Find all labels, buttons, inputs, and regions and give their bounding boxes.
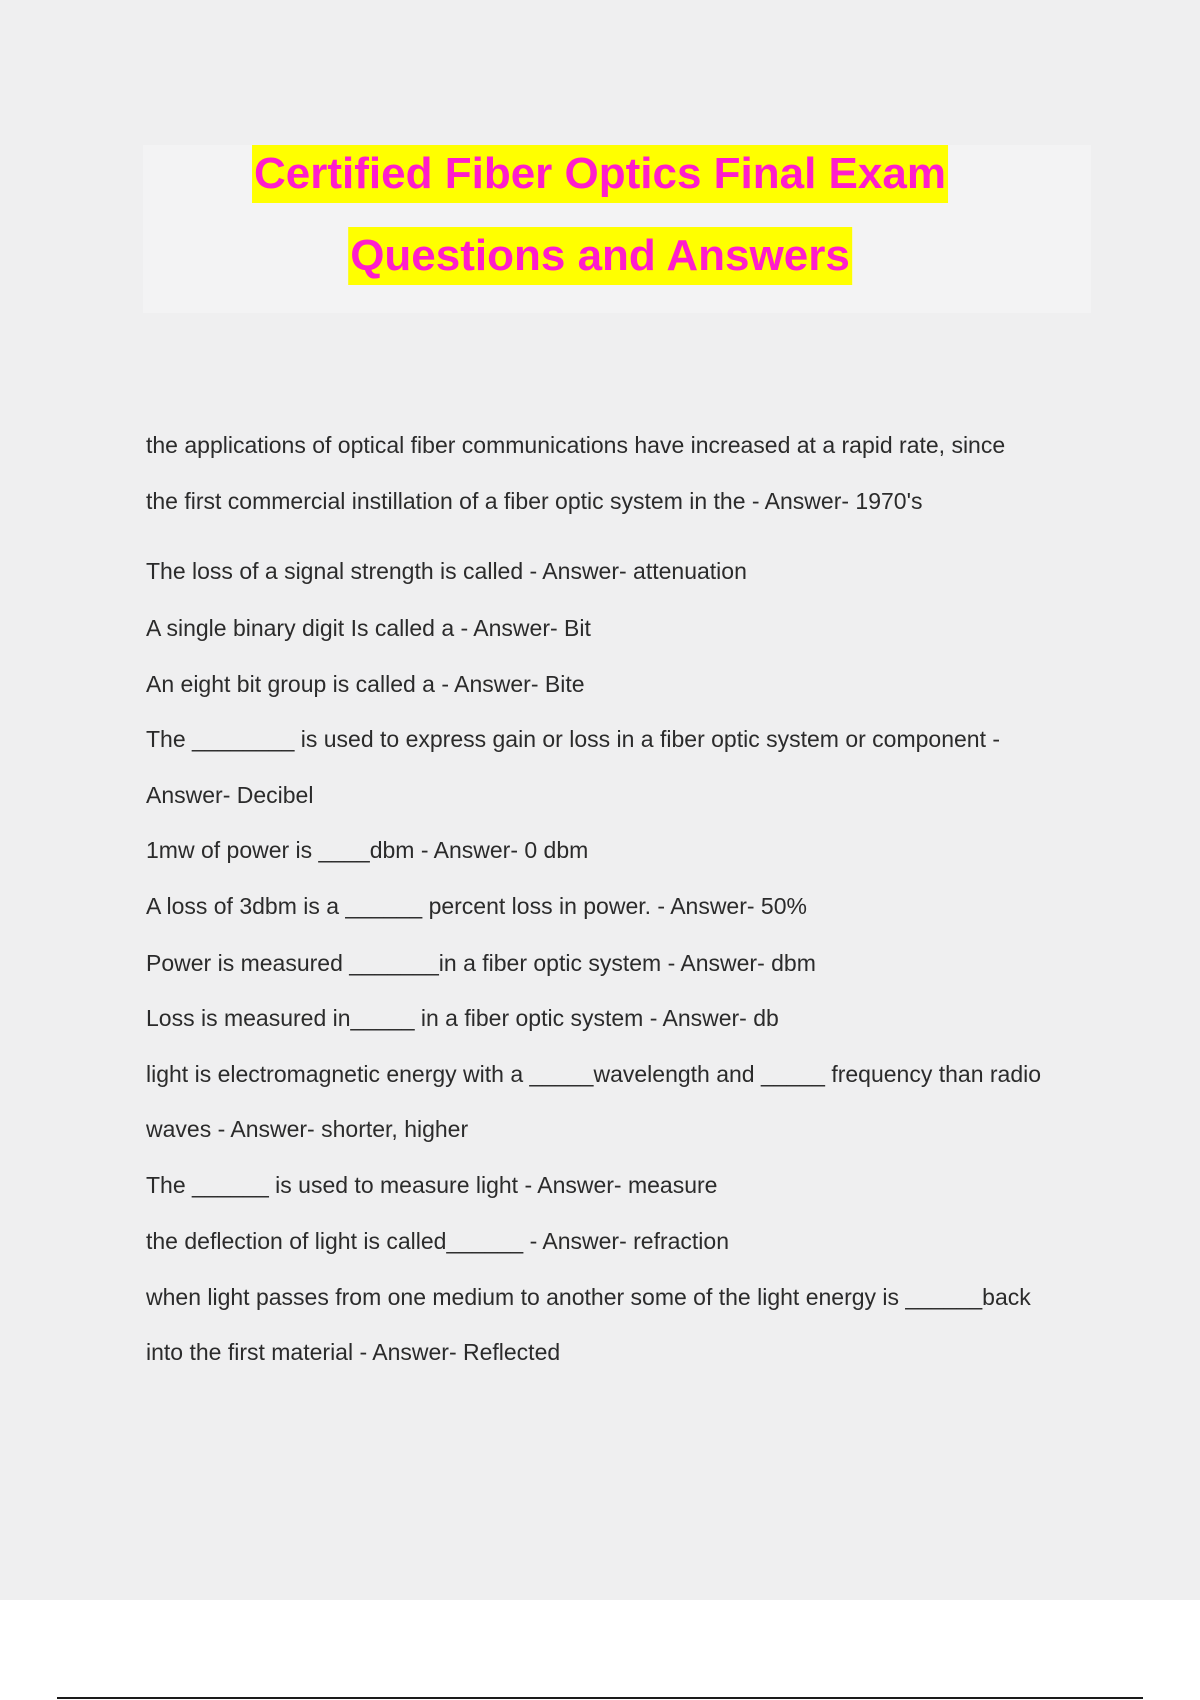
qa-text-line: A single binary digit Is called a - Answer- Bit <box>146 615 591 641</box>
qa-text-line: The loss of a signal strength is called - Answer- attenuation <box>146 558 747 584</box>
qa-text-line: A loss of 3dbm is a ______ percent loss in power. - Answer- 50% <box>146 893 807 919</box>
qa-text-line: Answer- Decibel <box>146 782 314 808</box>
qa-text-line: The ______ is used to measure light - Answer- measure <box>146 1172 718 1198</box>
qa-text-line: the first commercial instillation of a fiber optic system in the - Answer- 1970's <box>146 488 923 514</box>
document-title-line-2: Questions and Answers <box>348 227 852 285</box>
qa-text-line: light is electromagnetic energy with a _____wavelength and _____ frequency than radio <box>146 1061 1042 1087</box>
qa-text-line: Power is measured _______in a fiber optic system - Answer- dbm <box>146 950 816 976</box>
document-title-line-1: Certified Fiber Optics Final Exam <box>252 145 948 203</box>
qa-text-line: when light passes from one medium to another some of the light energy is ______back <box>146 1284 1031 1310</box>
footer-divider <box>57 1697 1143 1699</box>
qa-text-line: An eight bit group is called a - Answer- Bite <box>146 671 585 697</box>
qa-text-line: waves - Answer- shorter, higher <box>146 1116 469 1142</box>
qa-text-line: 1mw of power is ____dbm - Answer- 0 dbm <box>146 837 589 863</box>
qa-text-line: into the first material - Answer- Reflected <box>146 1339 561 1365</box>
qa-text-line: Loss is measured in_____ in a fiber optic system - Answer- db <box>146 1005 779 1031</box>
qa-text-line: The ________ is used to express gain or loss in a fiber optic system or component - <box>146 726 1001 752</box>
qa-text-line: the deflection of light is called______ - Answer- refraction <box>146 1228 729 1254</box>
qa-text-line: the applications of optical fiber communications have increased at a rapid rate, since <box>146 432 1006 458</box>
